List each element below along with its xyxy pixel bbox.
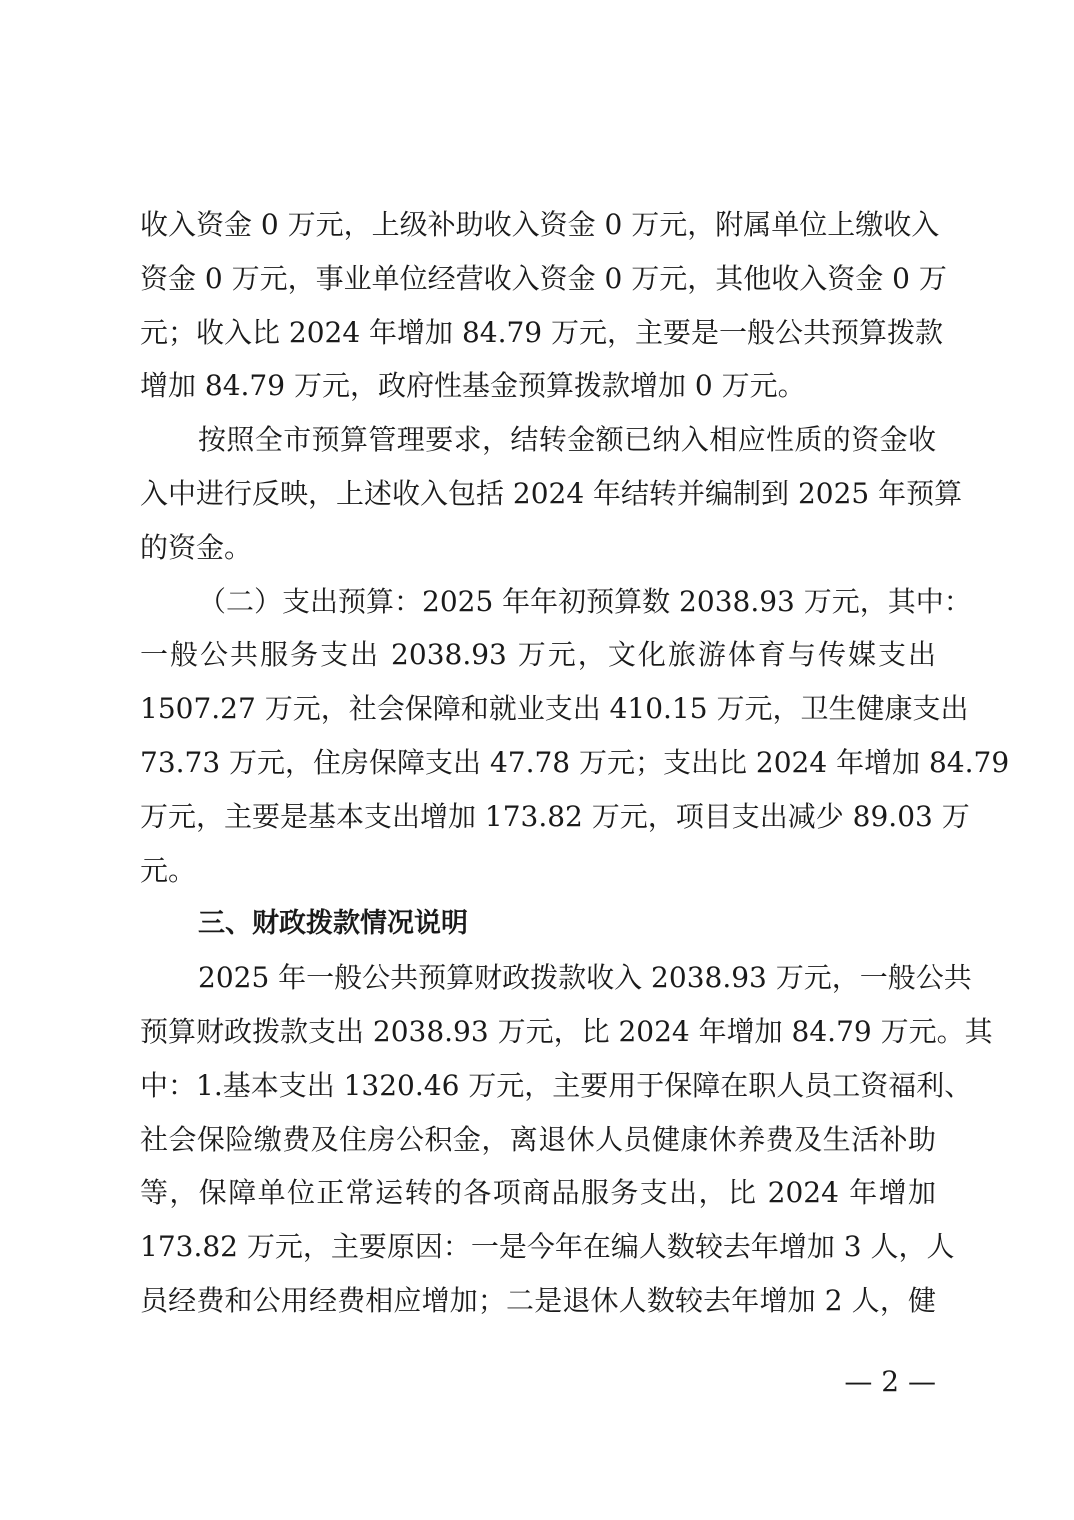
paragraph-line: 1507.27 万元，社会保障和就业支出 410.15 万元，卫生健康支出	[140, 692, 969, 726]
paragraph-line: 一般公共服务支出 2038.93 万元，文化旅游体育与传媒支出	[140, 638, 936, 672]
page-body	[140, 198, 1010, 1328]
paragraph-line: 增加 84.79 万元，政府性基金预算拨款增加 0 万元。	[140, 369, 806, 403]
paragraph-line: 等，保障单位正常运转的各项商品服务支出，比 2024 年增加	[140, 1176, 936, 1210]
paragraph-line: 资金 0 万元，事业单位经营收入资金 0 万元，其他收入资金 0 万	[140, 261, 947, 295]
paragraph-line: 中：1.基本支出 1320.46 万元，主要用于保障在职人员工资福利、	[140, 1068, 973, 1102]
paragraph-line: 2025 年一般公共预算财政拨款收入 2038.93 万元，一般公共	[198, 961, 972, 995]
carryover-note-paragraph	[140, 413, 963, 574]
section-heading	[140, 897, 936, 951]
paragraph-line: 员经费和公用经费相应增加；二是退休人数较去年增加 2 人，健	[140, 1283, 936, 1317]
paragraph-line: 元。	[140, 853, 197, 887]
income-continued-paragraph	[140, 198, 947, 413]
paragraph-line: 73.73 万元，住房保障支出 47.78 万元；支出比 2024 年增加 84.79	[140, 745, 1010, 779]
page-number: — 2 —	[844, 1365, 936, 1398]
paragraph-line: 元；收入比 2024 年增加 84.79 万元，主要是一般公共预算拨款	[140, 315, 944, 349]
paragraph-line: 收入资金 0 万元，上级补助收入资金 0 万元，附属单位上缴收入	[140, 208, 940, 241]
paragraph-line: 万元，主要是基本支出增加 173.82 万元，项目支出减少 89.03 万	[140, 799, 970, 833]
paragraph-line: 预算财政拨款支出 2038.93 万元，比 2024 年增加 84.79 万元。其	[140, 1014, 993, 1048]
fiscal-allocation-paragraph	[140, 951, 993, 1328]
paragraph-line: 173.82 万元，主要原因：一是今年在编人数较去年增加 3 人，人	[140, 1230, 955, 1264]
paragraph-line: （二）支出预算：2025 年年初预算数 2038.93 万元，其中：	[198, 584, 972, 618]
expenditure-budget-paragraph	[140, 575, 1010, 898]
paragraph-line: 的资金。	[140, 530, 253, 564]
paragraph-line: 按照全市预算管理要求，结转金额已纳入相应性质的资金收	[198, 423, 936, 457]
paragraph-line: 社会保险缴费及住房公积金，离退休人员健康休养费及生活补助	[140, 1122, 936, 1156]
paragraph-line: 入中进行反映，上述收入包括 2024 年结转并编制到 2025 年预算	[140, 476, 963, 510]
section-heading-text: 三、财政拨款情况说明	[198, 908, 468, 940]
